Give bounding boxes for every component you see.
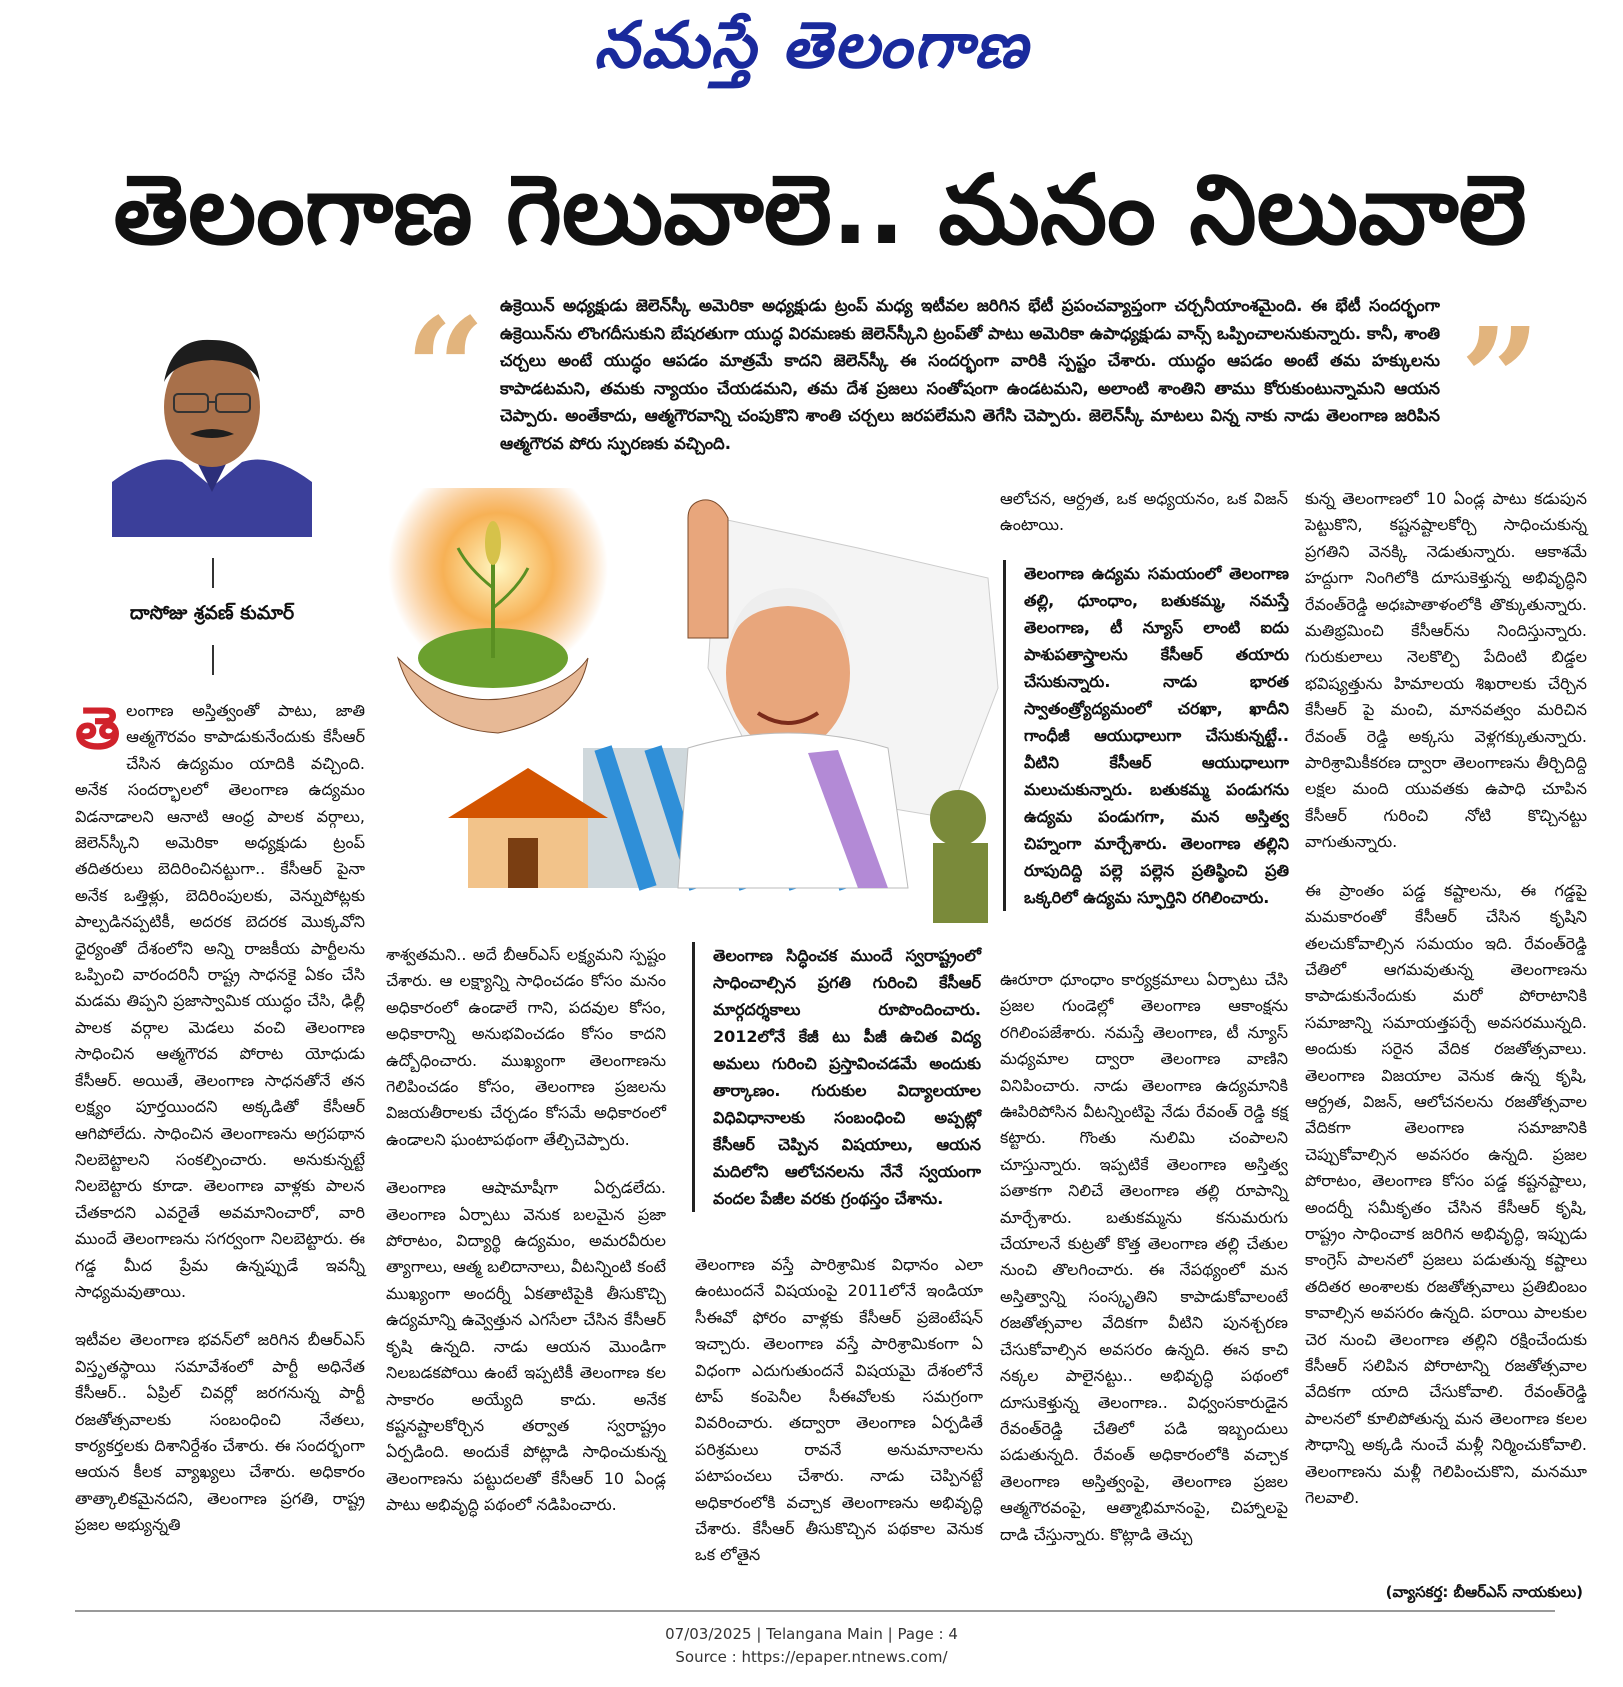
article-column-3: [695, 1252, 983, 1591]
col4-top-text: ఆలోచన, ఆర్ద్రత, ఒక అధ్యయనం, ఒక విజన్ ఉంటాయి.: [1000, 489, 1288, 535]
article-column-4-top: [1000, 486, 1288, 561]
dropcap-letter: తె: [75, 694, 121, 762]
author-byline: దాసోజు శ్రవణ్ కుమార్: [129, 602, 295, 624]
article-column-4: [1000, 967, 1288, 1570]
col5-paragraph-1: కున్న తెలంగాణలో 10 ఏండ్ల పాటు కడుపున పెట్టుకొని, కష్టనష్టాలకోర్చి సాధించుకున్న ప్రగతిని వెనక్కి నెడుతున్నారు. ఆకాశమే హద్దుగా నింగిలోకి దూసుకెళ్తున్న అభివృద్ధిని రేవంత్‌రెడ్డి అధఃపాతాళంలోకి తొక్కుతున్నారు. మతిభ్రమించి కేసీఆర్‌ను నిందిస్తున్నారు. గురుకులాలు నెలకొల్పి పేదింటి బిడ్డల భవిష్యత్తును హిమాలయ శిఖరాలకు చేర్చిన కేసీఆర్ పై మంచి, మానవత్వం మరిచిన రేవంత్ రెడ్డి అక్కసు వెళ్లగక్కుతున్నారు. పారిశ్రామికీకరణ ద్వారా తెలంగాణను తీర్చిదిద్ది లక్షల మంది యువతకు ఉపాధి చూపిన కేసీఆర్ గురించి నోటి కొచ్చినట్టు వాగుతున్నారు.: [1305, 489, 1587, 852]
author-photo: [112, 312, 312, 537]
col2-paragraph-2: తెలంగాణ ఆషామాషీగా ఏర్పడలేదు. తెలంగాణ ఏర్పాటు వెనుక బలమైన ప్రజా పోరాటం, విద్యార్థి ఉద్యమం, అమరవీరుల త్యాగాలు, ఆత్మ బలిదానాలు, వీటన్నింటి కంటే ముఖ్యంగా అందర్నీ ఏకతాటిపైకి తీసుకొచ్చి ఉద్యమాన్ని ఉవ్వెత్తున ఎగసేలా చేసిన కేసీఆర్ కృషి ఉన్నది. నాడు ఆయన మొండిగా నిలబడకపోయి ఉంటే ఇప్పటికీ తెలంగాణ కల సాకారం అయ్యేది కాదు. అనేక కష్టనష్టాలకోర్చిన తర్వాత స్వరాష్ట్రం ఏర్పడింది. అందుకే పోట్లాడి సాధించుకున్న తెలంగాణను పట్టుదలతో కేసీఆర్ 10 ఏండ్ల పాటు అభివృద్ధి పథంలో నడిపించారు.: [386, 1178, 666, 1515]
byline-divider-bottom: [212, 645, 214, 675]
col4-highlight-box: తెలంగాణ ఉద్యమ సమయంలో తెలంగాణ తల్లి, ధూంధాం, బతుకమ్మ, నమస్తే తెలంగాణ, టీ న్యూస్ లాంటి ఐదు పాశుపతాస్త్రాలను కేసీఆర్ తయారు చేసుకున్నారు. నాడు భారత స్వాతంత్ర్యోద్యమంలో చరఖా, ఖాదీని గాంధీజీ ఆయుధాలుగా చేసుకున్నట్టే.. వీటిని కేసీఆర్ ఆయుధాలుగా మలుచుకున్నారు. బతుకమ్మ పండుగను ఉద్యమ పండుగగా, మన అస్తిత్వ చిహ్నంగా మార్చేశారు. తెలంగాణ తల్లిని రూపుదిద్ది పల్లె పల్లెన ప్రతిష్ఠించి ప్రతి ఒక్కరిలో ఉద్యమ స్ఫూర్తిని రగిలించారు.: [1003, 560, 1289, 911]
col3-highlight-box: తెలంగాణ సిద్ధించక ముందే స్వరాష్ట్రంలో సాధించాల్సిన ప్రగతి గురించి కేసీఆర్ మార్గదర్శకాలు రూపొందించారు. 2012లోనే కేజీ టు పీజీ ఉచిత విద్య అమలు గురించి ప్రస్తావించడమే అందుకు తార్కాణం. గురుకుల విద్యాలయాల విధివిధానాలకు సంబంధించి అప్పట్లో కేసీఆర్ చెప్పిన విషయాలు, ఆయన మదిలోని ఆలోచనలను నేనే స్వయంగా వందల పేజీల వరకు గ్రంథస్తం చేశాను.: [692, 942, 981, 1212]
close-quote-icon: ”: [1460, 298, 1541, 462]
article-column-2: [386, 942, 666, 1541]
footer-source-link[interactable]: Source : https://epaper.ntnews.com/: [675, 1648, 948, 1666]
open-quote-icon: “: [405, 288, 486, 452]
col2-paragraph-1: శాశ్వతమని.. అదే బీఆర్ఎస్ లక్ష్యమని స్పష్టం చేశారు. ఆ లక్ష్యాన్ని సాధించడం కోసం మనం అధికారంలో ఉండాలే గాని, పదవుల కోసం, అధికారాన్ని అనుభవించడం కోసం కాదని ఉద్బోధించారు. ముఖ్యంగా తెలంగాణను గెలిపించడం కోసం, తెలంగాణ ప్రజలను విజయతీరాలకు చేర్చడం కోసమే అధికారంలో ఉండాలని ఘంటాపథంగా తేల్చిచెప్పారు.: [386, 945, 666, 1149]
footer-divider: [75, 1610, 1555, 1612]
col4-paragraph-1: ఊరూరా ధూంధాం కార్యక్రమాలు ఏర్పాటు చేసి ప్రజల గుండెల్లో తెలంగాణ ఆకాంక్షను రగిలింపజేశారు. నమస్తే తెలంగాణ, టీ న్యూస్ మధ్యమాల ద్వారా తెలంగాణ వాణిని వినిపించారు. నాడు తెలంగాణ ఉద్యమానికి ఊపిరిపోసిన వీటన్నింటిపై నేడు రేవంత్ రెడ్డి కక్ష కట్టారు. గొంతు నులిమి చంపాలని చూస్తున్నారు. ఇప్పటికే తెలంగాణ అస్తిత్వ పతాకగా నిలిచే తెలంగాణ తల్లి రూపాన్ని మార్చేశారు. బతుకమ్మను కనుమరుగు చేయాలనే కుట్రతో కొత్త తెలంగాణ తల్లి చేతుల నుంచి తొలగించారు. ఈ నేపథ్యంలో మన అస్తిత్వాన్ని సంస్కృతిని కాపాడుకోవాలంటే రజతోత్సవాల వేదికగా వీటిని పునశ్చరణ చేసుకోవాల్సిన అవసరం ఉన్నది. ఈన కాచి నక్కల పాలైనట్టు.. అభివృద్ధి పథంలో దూసుకెళ్తున్న తెలంగాణ.. విధ్వంసకారుడైన రేవంత్‌రెడ్డి చేతిలో పడి ఇబ్బందులు పడుతున్నది. రేవంత్ అధికారంలోకి వచ్చాక తెలంగాణ అస్తిత్వంపై, తెలంగాణ ప్రజల ఆత్మగౌరవంపై, ఆత్మాభిమానంపై, చిహ్నాలపై దాడి చేస్తున్నారు. కొట్లాడి తెచ్చు: [1000, 970, 1288, 1544]
author-note: (వ్యాసకర్త: బీఆర్ఎస్ నాయకులు): [1385, 1583, 1583, 1601]
col1-paragraph-1: లంగాణ అస్తిత్వంతో పాటు, జాతి ఆత్మగౌరవం కాపాడుకునేందుకు కేసీఆర్ చేసిన ఉద్యమం యాదికి వచ్చింది. అనేక సందర్భాలలో తెలంగాణ ఉద్యమం విడనాడాలని ఆనాటి ఆంధ్ర పాలక వర్గాలు, జెలెన్‌స్కీని అమెరికా అధ్యక్షుడు ట్రంప్ తదితరులు బెదిరించినట్టుగా.. కేసీఆర్ పైనా అనేక ఒత్తిళ్లు, బెదిరింపులకు, వెన్నుపోట్లకు పాల్పడినప్పటికీ, అదరక బెదరక మొక్కవోని ధైర్యంతో దేశంలోని అన్ని రాజకీయ పార్టీలను ఒప్పించి వారందరినీ రాష్ట్ర సాధనకై ఏకం చేసి మడమ తిప్పని ప్రజాస్వామిక యుద్ధం చేసి, ఢిల్లీ పాలక వర్గాల మెడలు వంచి తెలంగాణ సాధించిన ఆత్మగౌరవ పోరాట యోధుడు కేసీఆర్. అయితే, తెలంగాణ సాధనతోనే తన లక్ష్యం పూర్తయిందని అక్కడితో కేసీఆర్ ఆగిపోలేదు. సాధించిన తెలంగాణను అగ్రపథాన నిలబెట్టాలని సంకల్పించారు. అనుకున్నట్టే నిలబెట్టారు కూడా. తెలంగాణ వాళ్లకు పాలన చేతకాదని ఎవరైతే అవమానించారో, వారి ముందే తెలంగాణను సగర్వంగా నిలబెట్టారు. ఈ గడ్డ మీద ప్రేమ ఉన్నప్పుడే ఇవన్నీ సాధ్యమవుతాయి.: [75, 701, 365, 1301]
article-column-1: [75, 694, 365, 1561]
col1-paragraph-2: ఇటీవల తెలంగాణ భవన్‌లో జరిగిన బీఆర్ఎస్ విస్తృతస్థాయి సమావేశంలో పార్టీ అధినేత కేసీఆర్.. ఏప్రిల్ చివర్లో జరగనున్న పార్టీ రజతోత్సవాలకు సంబంధించి నేతలు, కార్యకర్తలకు దిశానిర్దేశం చేశారు. ఈ సందర్భంగా ఆయన కీలక వ్యాఖ్యలు చేశారు. అధికారం తాత్కాలికమైనదని, తెలంగాణ ప్రగతి, రాష్ట్ర ప్రజల అభ్యున్నతి: [75, 1330, 365, 1535]
article-column-5: [1305, 486, 1587, 1533]
article-illustration: [388, 488, 1013, 928]
byline-divider-top: [212, 558, 214, 588]
col3-paragraph-1: తెలంగాణ వస్తే పారిశ్రామిక విధానం ఎలా ఉంటుందనే విషయంపై 2011లోనే ఇండియా సీఈవో ఫోరం వాళ్లకు కేసీఆర్ ప్రజెంటేషన్ ఇచ్చారు. తెలంగాణ వస్తే పారిశ్రామికంగా ఏ విధంగా ఎదుగుతుందనే విషయమై దేశంలోనే టాప్ కంపెనీల సీఈవోలకు సమగ్రంగా వివరించారు. తద్వారా తెలంగాణ ఏర్పడితే పరిశ్రమలు రావనే అనుమానాలను పటాపంచలు చేశారు. నాడు చెప్పినట్టే అధికారంలోకి వచ్చాక తెలంగాణను అభివృద్ధి చేశారు. కేసీఆర్ తీసుకొచ్చిన పథకాల వెనుక ఒక లోతైన: [695, 1255, 983, 1565]
article-intro: ఉక్రెయిన్ అధ్యక్షుడు జెలెన్‌స్కీ అమెరికా అధ్యక్షుడు ట్రంప్ మధ్య ఇటీవల జరిగిన భేటీ ప్రపంచవ్యాప్తంగా చర్చనీయాంశమైంది. ఈ భేటీ సందర్భంగా ఉక్రెయిన్‌ను లొంగదీసుకుని బేషరతుగా యుద్ధ విరమణకు జెలెన్‌స్కీని ట్రంప్‌తో పాటు అమెరికా ఉపాధ్యక్షుడు వాన్స్ ఒప్పించాలనుకున్నారు. కానీ, శాంతి చర్చలు అంటే యుద్ధం ఆపడం మాత్రమే కాదని జెలెన్‌స్కీ ఈ సందర్భంగా వారికి స్పష్టం చేశారు. యుద్ధం ఆపడం అంటే తమ హక్కులను కాపాడటమని, తమకు న్యాయం చేయడమని, తమ దేశ ప్రజలు సంతోషంగా ఉండటమని, అలాంటి శాంతిని తాము కోరుకుంటున్నామని ఆయన చెప్పారు. అంతేకాదు, ఆత్మగౌరవాన్ని చంపుకొని శాంతి చర్చలు జరపలేమని తెగేసి చెప్పారు. జెలెన్‌స్కీ మాటలు విన్న నాకు నాడు తెలంగాణ జరిపిన ఆత్మగౌరవ పోరు స్ఫురణకు వచ్చింది.: [500, 296, 1440, 453]
masthead-logo: నమస్తే తెలంగాణ: [593, 8, 1030, 83]
footer-date-page: 07/03/2025 | Telangana Main | Page : 4: [665, 1625, 958, 1643]
article-headline: తెలంగాణ గెలువాలె.. మనం నిలువాలె: [113, 154, 1527, 266]
col5-paragraph-2: ఈ ప్రాంతం పడ్డ కష్టాలను, ఈ గడ్డపై మమకారంతో కేసీఆర్ చేసిన కృషిని తలచుకోవాల్సిన సమయం ఇది. రేవంత్‌రెడ్డి చేతిలో ఆగమవుతున్న తెలంగాణను కాపాడుకునేందుకు మరో పోరాటానికి సమాజాన్ని సమాయత్తపర్చే అవసరమున్నది. అందుకు సరైన వేదిక రజతోత్సవాలు. తెలంగాణ విజయాల వెనుక ఉన్న కృషి, ఆర్ద్రత, విజన్, ఆలోచనలను రజతోత్సవాల వేదికగా తెలంగాణ సమాజానికి చెప్పుకోవాల్సిన అవసరం ఉన్నది. ప్రజల పోరాటం, తెలంగాణ కోసం పడ్డ కష్టనష్టాలు, అందర్నీ సమీకృతం చేసిన కేసీఆర్ కృషి, రాష్ట్రం సాధించాక జరిగిన అభివృద్ధి, ఇప్పుడు కాంగ్రెస్ పాలనలో ప్రజలు పడుతున్న కష్టాలు తదితర అంశాలకు రజతోత్సవాలు ప్రతిబింబం కావాల్సిన అవసరం ఉన్నది. పరాయి పాలకుల చెర నుంచి తెలంగాణ తల్లిని రక్షించేందుకు కేసీఆర్ సలిపిన పోరాటాన్ని రజతోత్సవాల వేదికగా యాది చేసుకోవాలి. రేవంత్‌రెడ్డి పాలనలో కూలిపోతున్న మన తెలంగాణ కలల సౌధాన్ని అక్కడి నుంచే మళ్లీ నిర్మించుకోవాలి. తెలంగాణను మళ్లీ గెలిపించుకొని, మనమూ గెలవాలి.: [1305, 880, 1587, 1508]
